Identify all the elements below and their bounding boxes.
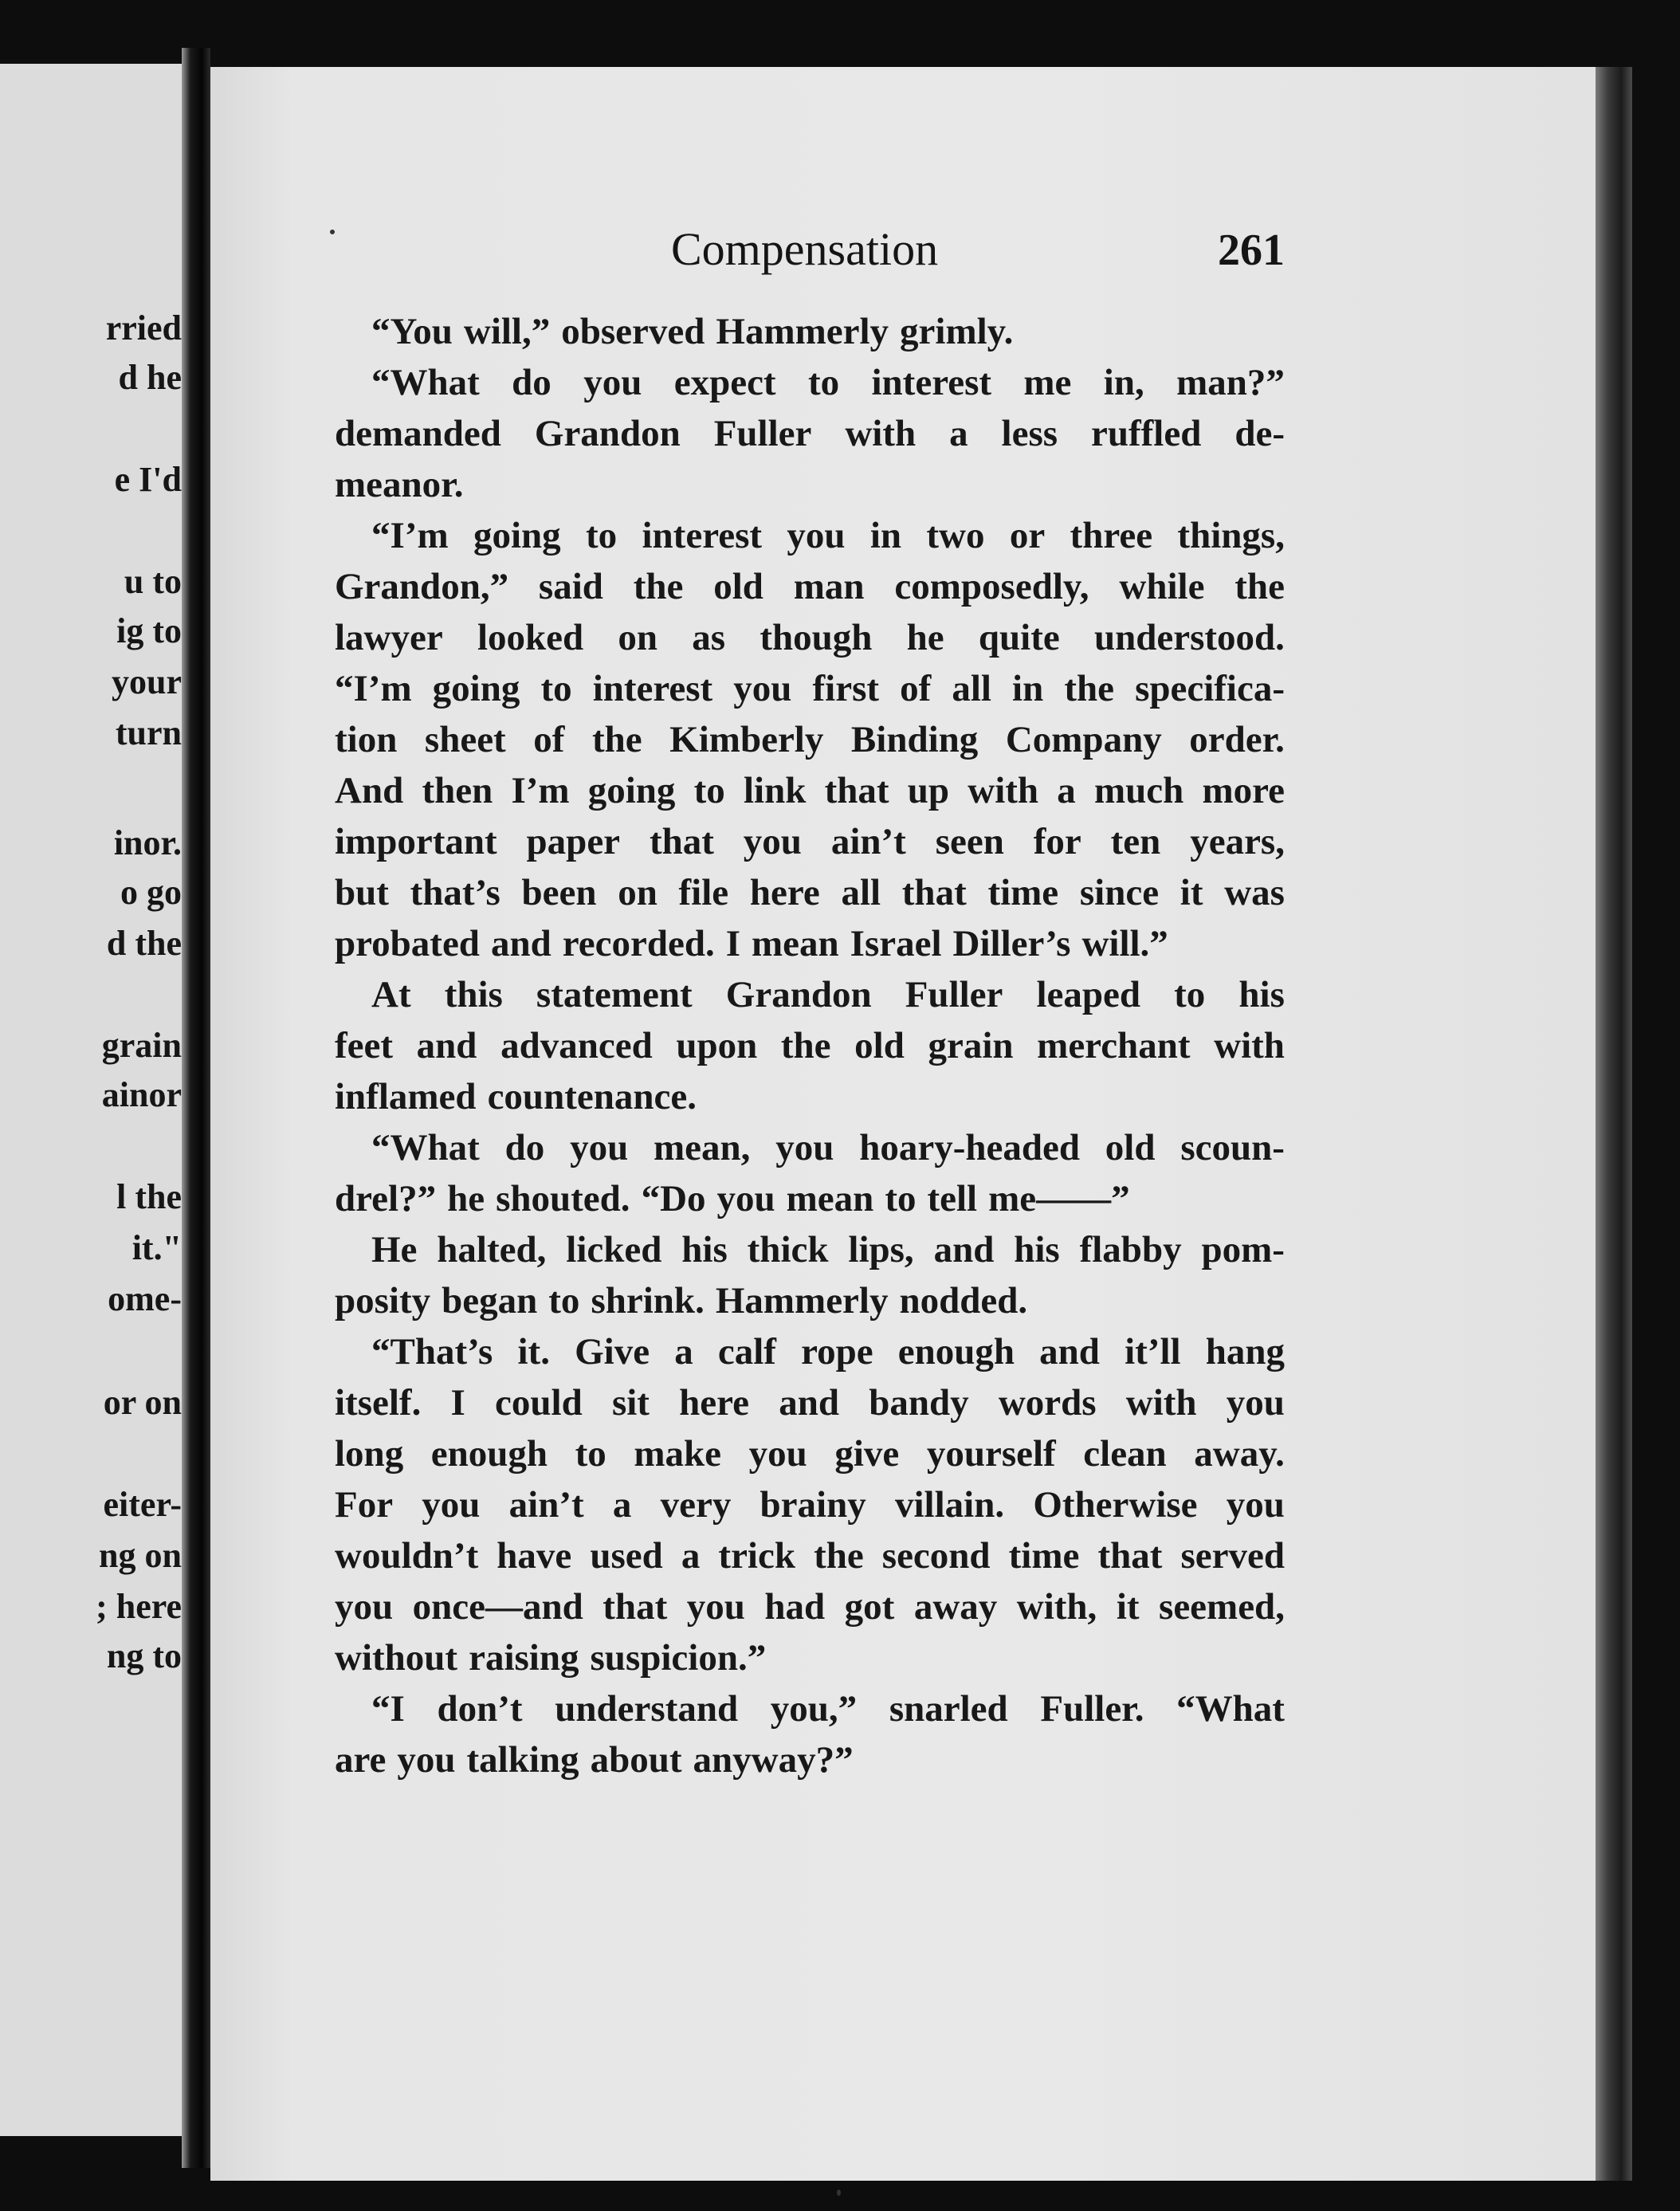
text-line: wouldn’t have used a trick the second time that served (335, 1535, 1285, 1577)
left-page-fragment: ome- (108, 1279, 182, 1318)
left-page-fragment: your (112, 662, 182, 701)
left-page (0, 64, 182, 2136)
text-line: “What do you mean, you hoary-headed old scoun- (371, 1127, 1285, 1168)
page-edge (1596, 67, 1632, 2181)
left-page-fragment: ng on (99, 1536, 182, 1575)
left-page-fragment: d the (106, 924, 182, 963)
text-line: “I don’t understand you,” snarled Fuller. “What (371, 1688, 1285, 1730)
running-title: Compensation (671, 223, 939, 275)
text-line: “What do you expect to interest me in, man?” (371, 362, 1285, 403)
text-line: without raising suspicion.” (335, 1637, 767, 1679)
text-line: lawyer looked on as though he quite understood. (335, 617, 1285, 658)
text-line: For you ain’t a very brainy villain. Otherwise you (335, 1484, 1285, 1526)
speck-mark (837, 2189, 841, 2196)
text-line: “That’s it. Give a calf rope enough and it’ll hang (371, 1331, 1285, 1373)
left-page-fragment: it." (131, 1228, 182, 1267)
page-number: 261 (1218, 226, 1285, 275)
text-line: inflamed countenance. (335, 1076, 697, 1117)
text-line: probated and recorded. I mean Israel Diller’s will.” (335, 923, 1168, 964)
text-line: tion sheet of the Kimberly Binding Company order. (335, 719, 1285, 760)
left-page-fragment: u to (124, 562, 182, 601)
text-line: but that’s been on file here all that time since it was (335, 872, 1285, 913)
left-page-fragment: o go (120, 873, 182, 912)
speck-mark (330, 230, 335, 234)
left-page-fragment: e I'd (114, 460, 182, 499)
left-page-fragment: eiter- (103, 1485, 182, 1524)
text-line: you once—and that you had got away with, it seemed, (335, 1586, 1285, 1628)
left-page-fragment: inor. (113, 823, 182, 862)
left-page-fragment: d he (118, 358, 182, 397)
text-line: Grandon,” said the old man composedly, while the (335, 566, 1285, 607)
left-page-fragment: or on (103, 1383, 182, 1422)
text-line: He halted, licked his thick lips, and his flabby pom- (371, 1229, 1285, 1270)
text-line: demanded Grandon Fuller with a less ruffled de- (335, 413, 1285, 454)
left-page-fragment: ainor (101, 1075, 182, 1114)
text-line: itself. I could sit here and bandy words with you (335, 1382, 1285, 1424)
left-page-fragment: turn (115, 713, 182, 752)
text-line: important paper that you ain’t seen for ten years, (335, 821, 1285, 862)
text-line: “You will,” observed Hammerly grimly. (371, 311, 1014, 352)
left-page-fragment: rried (105, 308, 182, 348)
text-line: “I’m going to interest you in two or three things, (371, 515, 1285, 556)
text-line: And then I’m going to link that up with a much more (335, 770, 1285, 811)
book-gutter (182, 48, 210, 2168)
text-line: “I’m going to interest you first of all in the specifica- (335, 668, 1285, 709)
text-line: feet and advanced upon the old grain merchant with (335, 1025, 1285, 1066)
text-line: are you talking about anyway?” (335, 1739, 854, 1781)
body-text (335, 306, 1285, 1785)
text-line: long enough to make you give yourself clean away. (335, 1433, 1285, 1475)
left-page-fragment: ng to (106, 1636, 182, 1675)
text-line: At this statement Grandon Fuller leaped to his (371, 974, 1285, 1015)
left-page-fragment: grain (101, 1026, 182, 1065)
left-page-fragment: ; here (96, 1587, 182, 1626)
text-line: drel?” he shouted. “Do you mean to tell me——” (335, 1178, 1130, 1219)
left-page-fragment: ig to (116, 611, 182, 650)
left-page-fragment: l the (116, 1177, 182, 1216)
text-line: posity began to shrink. Hammerly nodded. (335, 1280, 1028, 1321)
text-line: meanor. (335, 464, 464, 505)
